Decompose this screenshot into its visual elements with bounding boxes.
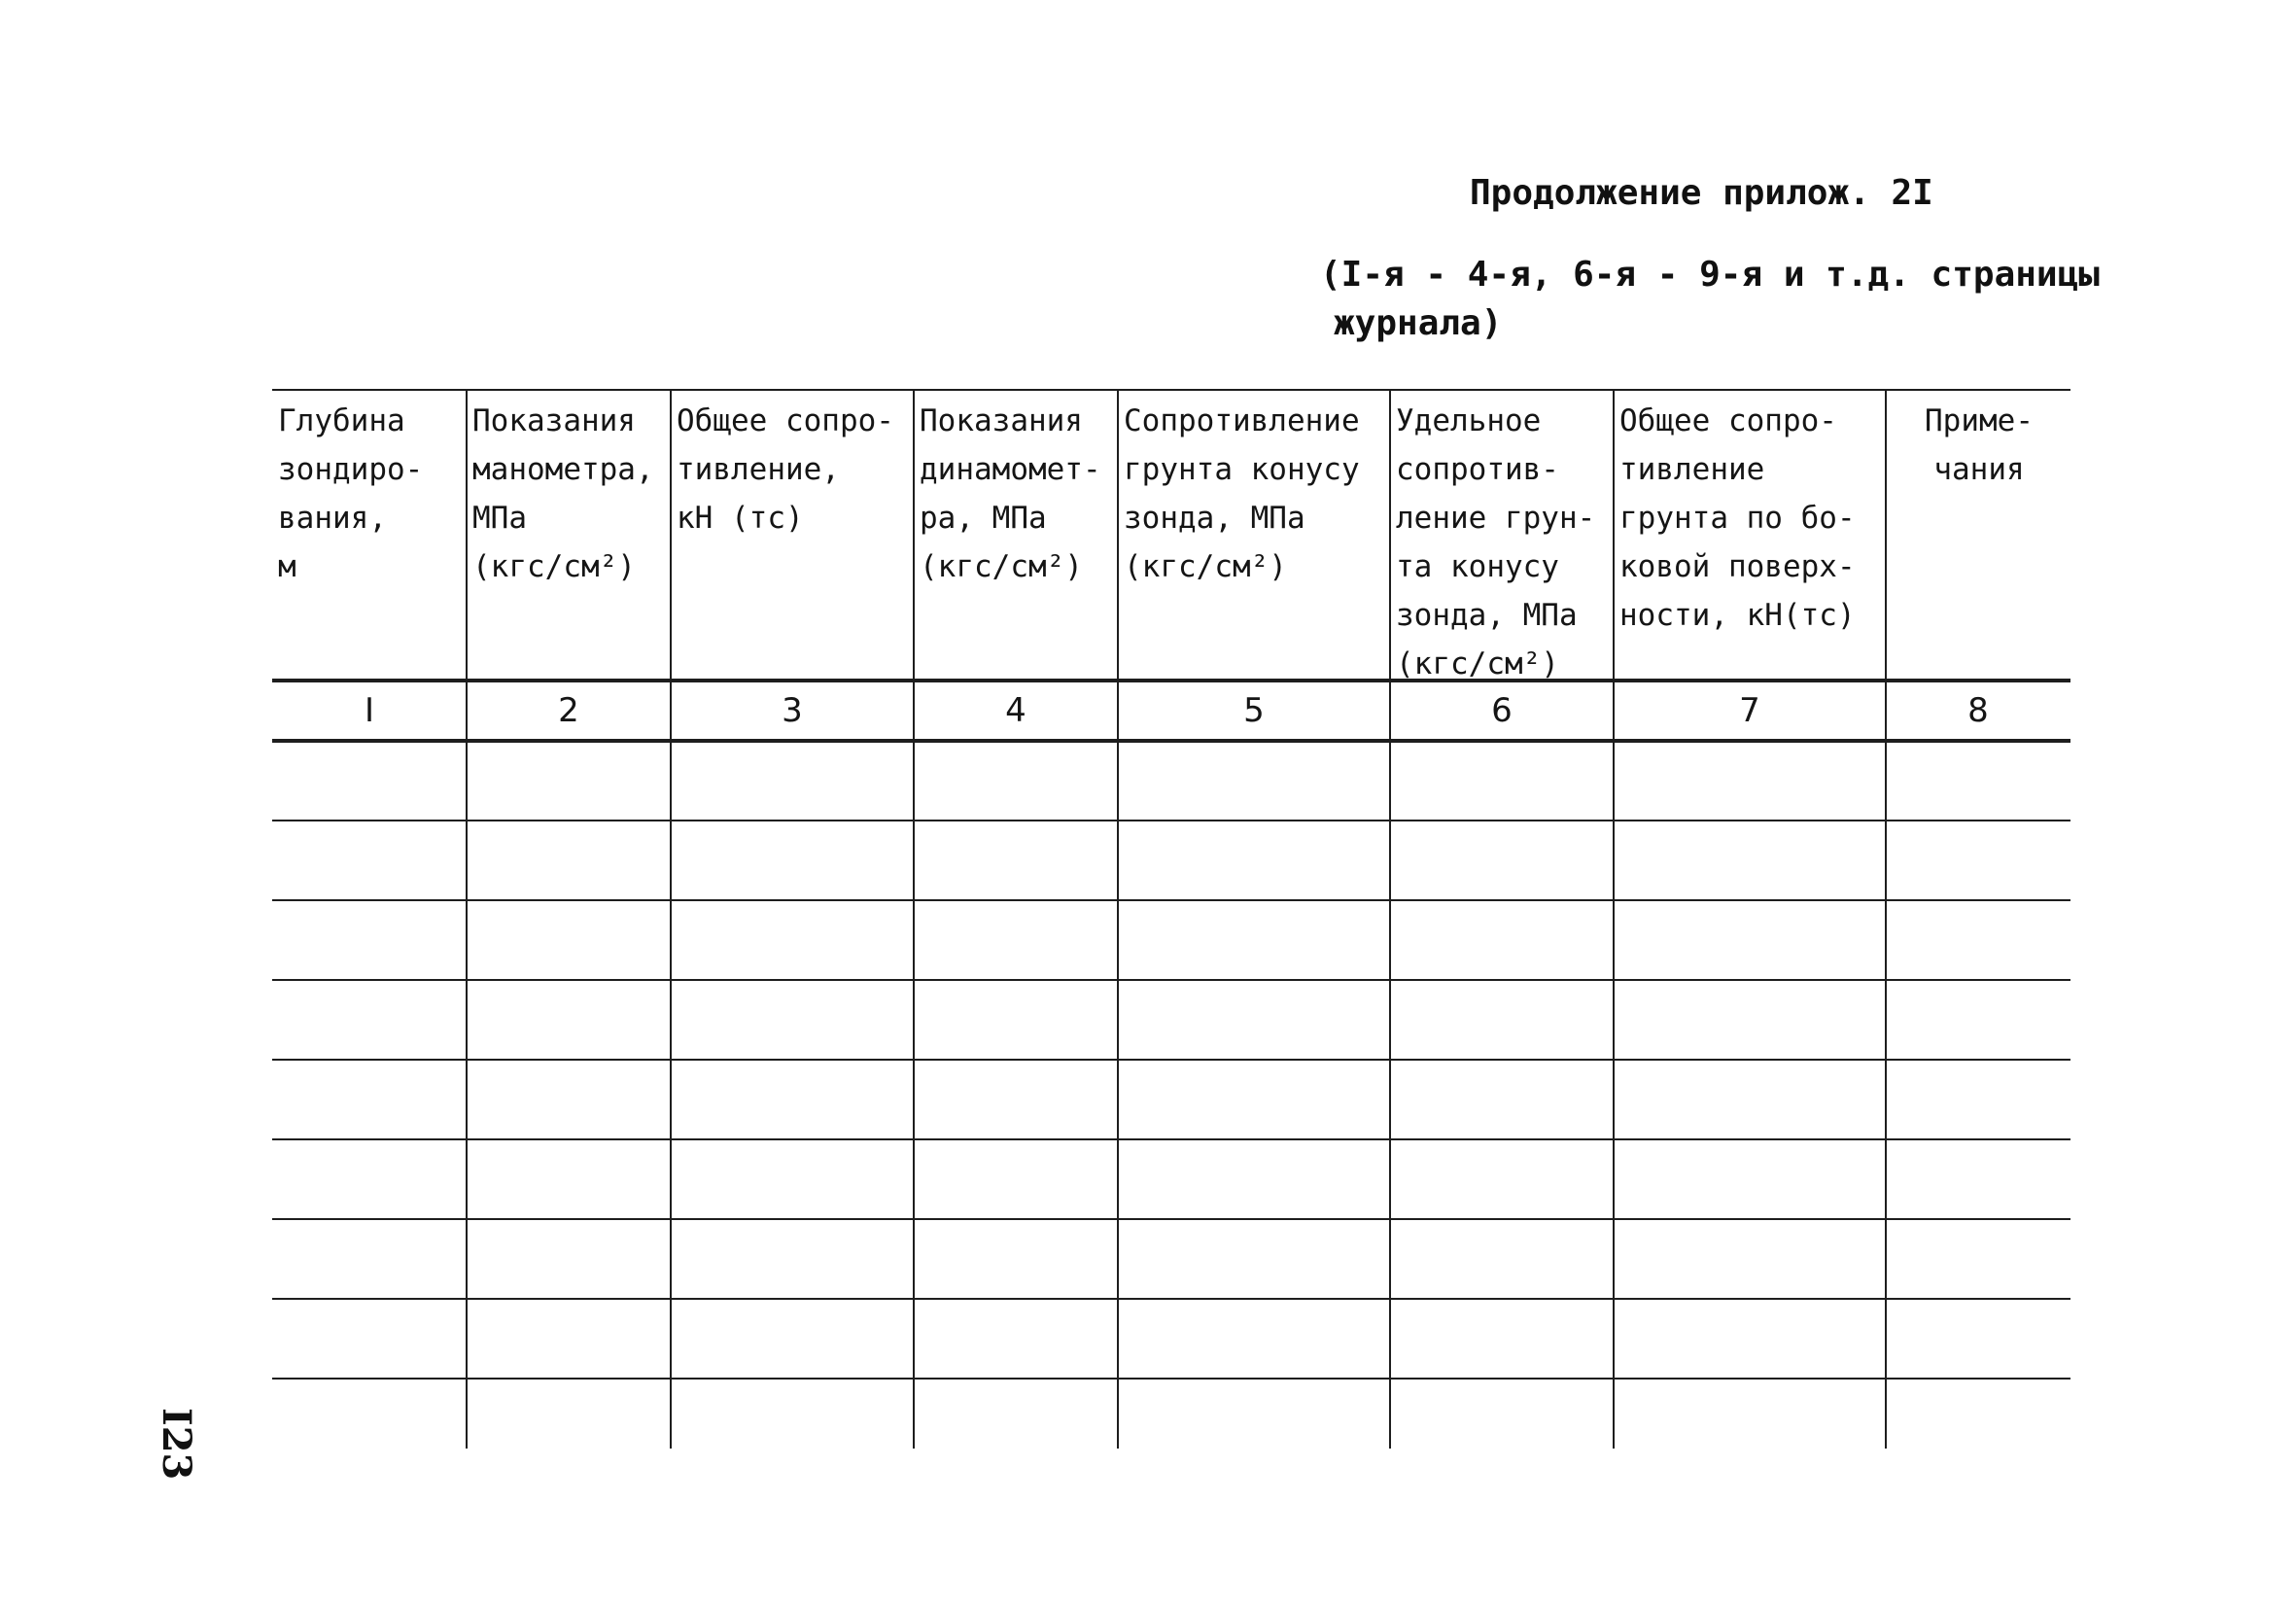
col-header-cone-resistance: Сопротивление грунта конусу зонда, МПа (кгс/см²) — [1124, 403, 1360, 584]
col-header-specific-resistance: Удельное сопротив- ление грун- та конусу зонда, МПа (кгс/см²) — [1396, 403, 1596, 681]
col-number: 3 — [782, 691, 803, 730]
col-header-total-resistance: Общее сопро- тивление, кН (тс) — [677, 403, 894, 536]
journal-pages-note-end: журнала) — [1334, 303, 1503, 343]
col-number: 6 — [1491, 691, 1513, 730]
col-header-manometer: Показания манометра, МПа (кгс/см²) — [472, 403, 654, 584]
col-number: 7 — [1739, 691, 1760, 730]
col-number: 8 — [1967, 691, 1989, 730]
page-number: I23 — [154, 1408, 199, 1481]
col-header-notes: Приме- чания — [1925, 403, 2034, 487]
journal-pages-note: (I-я - 4-я, 6-я - 9-я и т.д. страницы — [1320, 255, 2100, 295]
col-header-side-resistance: Общее сопро- тивление грунта по бо- ковой поверх- ности, кН(тс) — [1619, 403, 1856, 633]
col-header-dynamometer: Показания динамомет- ра, МПа (кгс/см²) — [920, 403, 1101, 584]
continuation-title: Продолжение прилож. 2I — [1470, 173, 1933, 213]
col-number: 2 — [558, 691, 579, 730]
col-number: 5 — [1243, 691, 1265, 730]
col-number: I — [364, 691, 375, 730]
col-number: 4 — [1005, 691, 1026, 730]
col-header-depth: Глубина зондиро- вания, м — [278, 403, 424, 584]
